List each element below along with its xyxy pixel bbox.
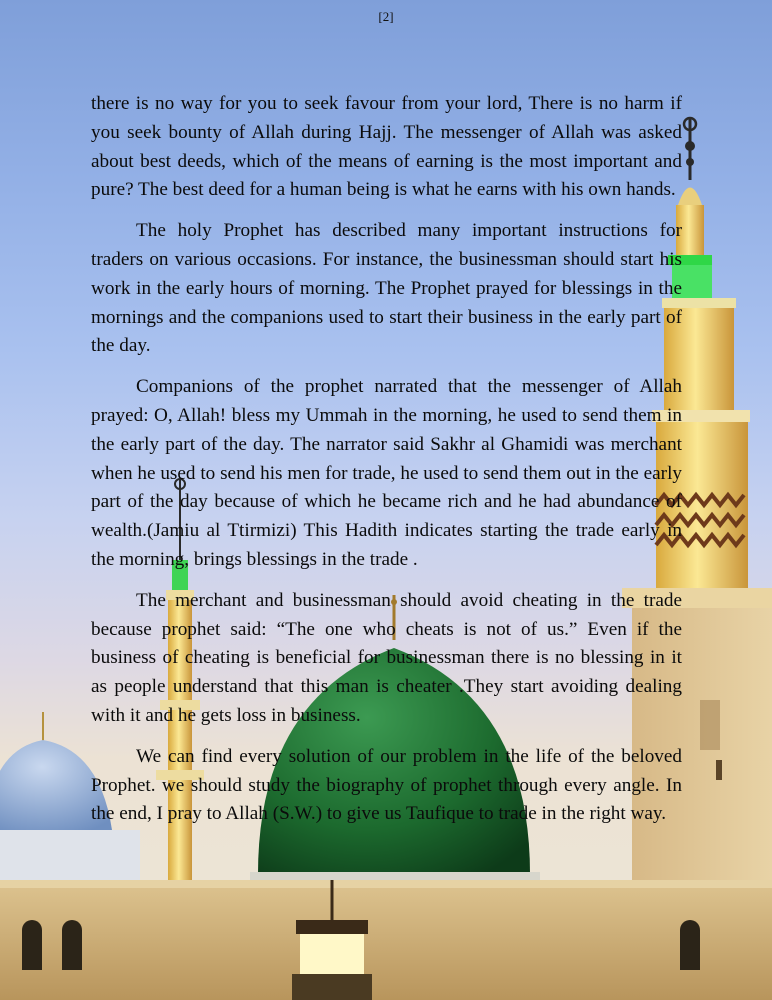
mosque-wall	[0, 880, 772, 1000]
body-text	[91, 90, 682, 841]
paragraph-4: The merchant and businessman should avoid cheating in the trade because prophet said: “The one who cheats is not of us.” Even if the business of cheating is beneficial for businessman there is no blessing in it as people understand that this man is cheater .They start avoiding dealing with it and he gets loss in business.	[91, 589, 682, 726]
paragraph-5: We can find every solution of our problem in the life of the beloved Prophet. we should study the biography of prophet through every angle. In the end, I pray to Allah (S.W.) to give us Taufique to trade in the right way.	[91, 745, 682, 825]
page-number: [2]	[378, 9, 394, 24]
paragraph-3: Companions of the prophet narrated that the messenger of Allah prayed: O, Allah! bless my Ummah in the morning, he used to send them in the early part of the day. The narrator said Sakhr al Ghamidi was merchant when he used to send his men for trade, he used to send them out in the early part of the day because of which he became rich and he had abundance of wealth.(Jamiu al Ttirmizi) This Hadith indicates starting the trade early in the morning, brings blessings in the trade .	[91, 376, 682, 570]
paragraph-1: there is no way for you to seek favour from your lord, There is no harm if you seek bounty of Allah during Hajj. The messenger of Allah was asked about best deeds, which of the means of earning is the most important and pure? The best deed for a human being is what he earns with his own hands.	[91, 93, 682, 201]
paragraph-2: The holy Prophet has described many important instructions for traders on various occasions. For instance, the businessman should start his work in the early hours of morning. The Prophet prayed for blessings in the mornings and the companions used to start their business in the early part of the day.	[91, 220, 682, 357]
